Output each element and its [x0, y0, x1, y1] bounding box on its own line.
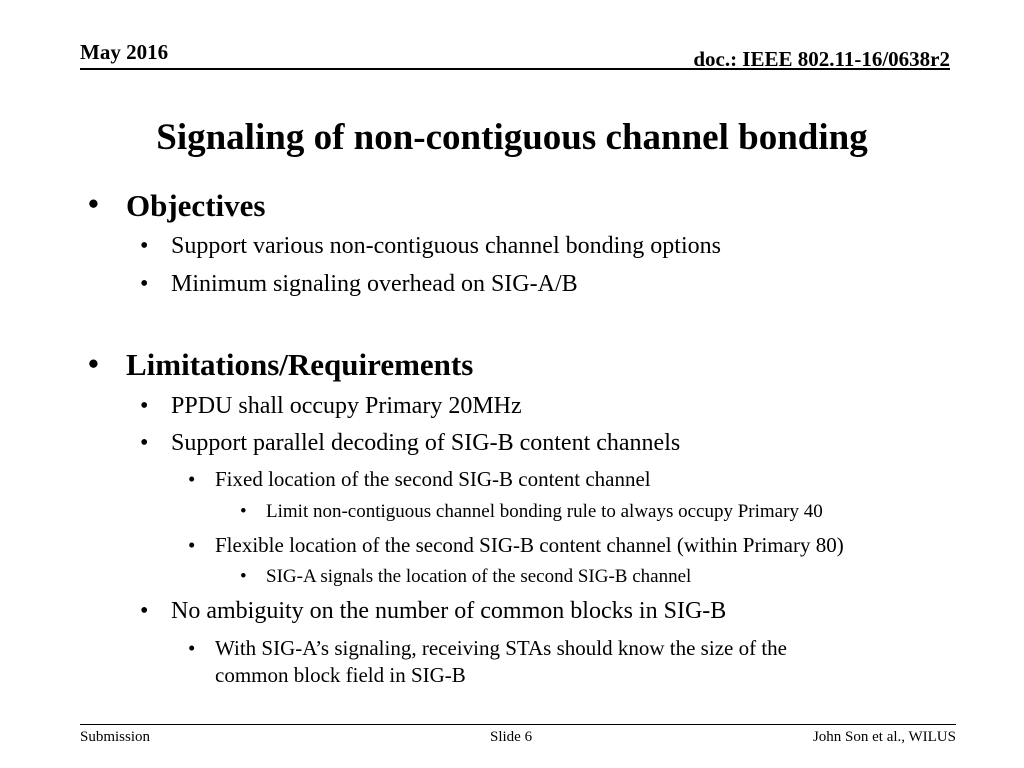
bullet-icon: •: [188, 467, 196, 491]
objectives-item: Support various non-contiguous channel bonding options: [171, 233, 721, 259]
limitations-item: PPDU shall occupy Primary 20MHz: [171, 393, 522, 419]
limitations-item: Support parallel decoding of SIG-B content channels: [171, 430, 681, 456]
footer-divider: [80, 724, 956, 725]
bullet-icon: •: [188, 636, 196, 660]
bullet-icon: •: [240, 501, 247, 522]
bullet-icon: •: [140, 598, 149, 624]
limitations-item: No ambiguity on the number of common blocks in SIG-B: [171, 598, 727, 624]
bullet-icon: •: [240, 566, 247, 587]
bullet-icon: •: [188, 533, 196, 557]
header-doc-id: doc.: IEEE 802.11-16/0638r2: [693, 47, 950, 71]
limitations-subsubitem: Limit non-contiguous channel bonding rule to always occupy Primary 40: [266, 501, 823, 522]
header-date: May 2016: [80, 40, 169, 64]
footer-submission: Submission: [80, 729, 151, 745]
objectives-heading: Objectives: [126, 188, 266, 223]
bullet-icon: •: [140, 271, 149, 297]
footer-author: John Son et al., WILUS: [812, 729, 956, 745]
limitations-subsubitem: SIG-A signals the location of the second SIG-B channel: [266, 566, 692, 587]
limitations-subitem: Flexible location of the second SIG-B content channel (within Primary 80): [215, 533, 844, 557]
bullet-icon: •: [140, 233, 149, 259]
bullet-icon: •: [88, 186, 99, 221]
limitations-subitem: Fixed location of the second SIG-B content channel: [215, 467, 651, 491]
objectives-item: Minimum signaling overhead on SIG-A/B: [171, 271, 578, 297]
bullet-icon: •: [140, 393, 149, 419]
limitations-heading: Limitations/Requirements: [126, 347, 474, 382]
limitations-subitem-continuation: common block field in SIG-B: [215, 663, 466, 687]
footer-slide-number: Slide 6: [490, 729, 533, 745]
limitations-subitem: With SIG-A’s signaling, receiving STAs should know the size of the: [215, 636, 787, 660]
bullet-icon: •: [140, 430, 149, 456]
slide-title: Signaling of non-contiguous channel bonding: [156, 117, 868, 158]
bullet-icon: •: [88, 346, 99, 381]
